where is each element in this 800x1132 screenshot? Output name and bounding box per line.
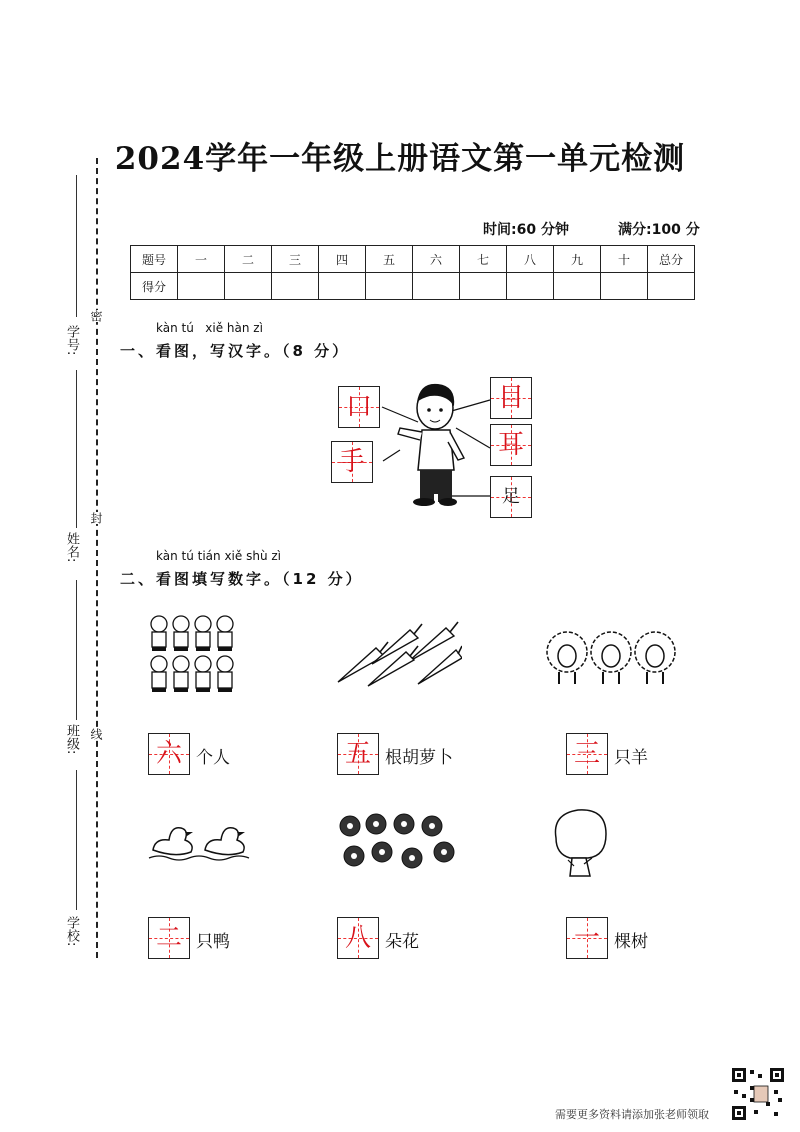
table-cell: 五	[366, 246, 413, 273]
count-unit-label: 个人	[196, 748, 230, 768]
school-line-top[interactable]	[76, 770, 77, 910]
score-input-cell[interactable]	[225, 273, 272, 300]
school-label: 学校:	[64, 916, 79, 947]
count-answer-box[interactable]: 八	[337, 917, 379, 959]
score-input-cell[interactable]	[272, 273, 319, 300]
count-unit-label: 只鸭	[196, 932, 230, 952]
table-cell: 四	[319, 246, 366, 273]
student-number-line[interactable]	[76, 175, 77, 317]
seal-mark-mi: 密	[89, 310, 103, 322]
score-input-cell[interactable]	[366, 273, 413, 300]
score-input-cell[interactable]	[178, 273, 225, 300]
people-picture	[145, 612, 237, 696]
class-line-top[interactable]	[76, 580, 77, 720]
full-score: 满分:100 分	[618, 222, 700, 238]
section1-pinyin: kàn tú xiě hàn zì	[156, 321, 263, 335]
answer-box-ear[interactable]: 耳	[490, 424, 532, 466]
ducks-picture	[145, 816, 257, 866]
count-answer-box[interactable]: 三	[566, 733, 608, 775]
table-cell: 总分	[648, 246, 695, 273]
exam-time: 时间:60 分钟	[483, 222, 569, 238]
score-table-header-row	[131, 246, 695, 273]
table-cell: 九	[554, 246, 601, 273]
answer-box-mouth[interactable]: 口	[338, 386, 380, 428]
count-answer-box[interactable]: 二	[148, 917, 190, 959]
score-input-cell[interactable]	[413, 273, 460, 300]
count-answer-box[interactable]: 一	[566, 917, 608, 959]
count-unit-label: 只羊	[614, 748, 648, 768]
table-cell: 题号	[131, 246, 178, 273]
count-unit-label: 根胡萝卜	[385, 748, 453, 768]
count-answer-box[interactable]: 六	[148, 733, 190, 775]
score-input-cell[interactable]	[601, 273, 648, 300]
tree-picture	[548, 804, 612, 880]
answer-box-hand[interactable]: 手	[331, 441, 373, 483]
score-table-score-row	[131, 273, 695, 300]
qr-code[interactable]	[730, 1066, 786, 1122]
student-name-label: 姓名:	[64, 532, 79, 563]
section2-pinyin: kàn tú tián xiě shù zì	[156, 549, 281, 563]
footer-note: 需要更多资料请添加张老师领取	[555, 1108, 709, 1121]
score-table	[130, 245, 695, 300]
carrots-picture	[332, 620, 462, 692]
section2-title: 二、看图填写数字。（12 分）	[120, 570, 364, 588]
table-cell: 七	[460, 246, 507, 273]
answer-box-eye[interactable]: 目	[490, 377, 532, 419]
student-number-label: 学号:	[64, 325, 79, 356]
sheep-picture	[545, 626, 677, 688]
binding-dashed-line	[96, 158, 98, 958]
score-input-cell[interactable]	[460, 273, 507, 300]
table-cell: 一	[178, 246, 225, 273]
score-input-cell[interactable]	[319, 273, 366, 300]
section1-title: 一、看图，写汉字。（8 分）	[120, 342, 351, 360]
table-cell: 三	[272, 246, 319, 273]
table-cell: 得分	[131, 273, 178, 300]
seal-mark-xian: 线	[89, 728, 103, 740]
table-cell: 二	[225, 246, 272, 273]
score-input-cell[interactable]	[507, 273, 554, 300]
flowers-picture	[336, 812, 464, 876]
class-label: 班级:	[64, 724, 79, 755]
table-cell: 八	[507, 246, 554, 273]
page-title: 2024学年一年级上册语文第一单元检测	[114, 141, 686, 177]
boy-drawing	[398, 384, 464, 506]
table-cell: 十	[601, 246, 648, 273]
score-input-cell[interactable]	[648, 273, 695, 300]
student-name-line-top	[76, 370, 77, 528]
count-unit-label: 棵树	[614, 932, 648, 952]
count-unit-label: 朵花	[385, 932, 419, 952]
seal-mark-feng: 封	[89, 512, 103, 524]
count-answer-box[interactable]: 五	[337, 733, 379, 775]
table-cell: 六	[413, 246, 460, 273]
score-input-cell[interactable]	[554, 273, 601, 300]
answer-box-foot[interactable]: 足	[490, 476, 532, 518]
